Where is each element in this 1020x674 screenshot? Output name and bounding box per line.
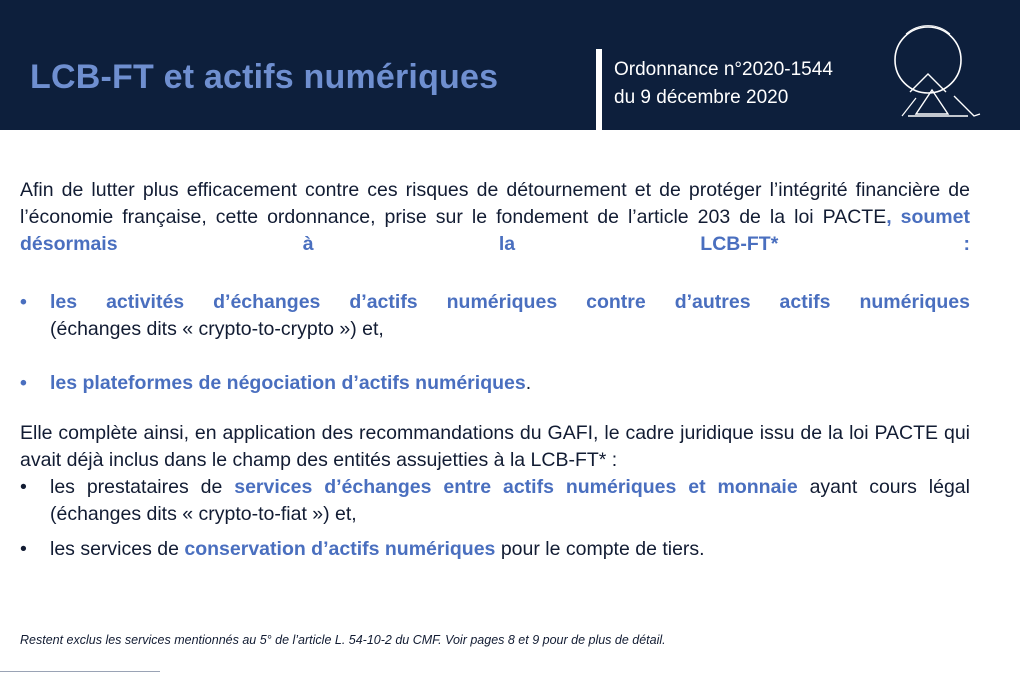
stylized-globe-logo-icon xyxy=(888,10,988,122)
scope-highlight: les activités d’échanges d’actifs numériques contre d’autres actifs numériques xyxy=(50,291,970,313)
scope-highlight: les plateformes de négociation d’actifs numériques xyxy=(50,372,526,394)
list-item xyxy=(20,289,970,343)
bullet: • xyxy=(20,476,27,498)
scope-detail: (échanges dits « crypto-to-crypto ») et, xyxy=(50,318,384,340)
scope-detail: . xyxy=(525,372,532,394)
bullet: • xyxy=(20,372,27,394)
ordinance-date: du 9 décembre 2020 xyxy=(614,87,789,108)
scope-highlight: conservation d’actifs numériques xyxy=(184,538,496,560)
intro-highlight: , soumet désormais à la LCB-FT* : xyxy=(20,206,970,255)
list-item: • les prestataires de services d’échanges entre actifs numériques et monnaie ayant cours légal (échanges dits « crypto-to-fiat ») et, xyxy=(20,476,970,525)
list-item xyxy=(20,370,970,397)
page-title: LCB-FT et actifs numériques xyxy=(30,58,499,96)
bullet: • xyxy=(20,291,27,313)
ordinance-number: Ordonnance n°2020-1544 xyxy=(614,59,833,80)
header-divider xyxy=(596,49,602,130)
list-item: • les services de conservation d’actifs numériques pour le compte de tiers. xyxy=(20,536,970,563)
context-paragraph: Elle complète ainsi, en application des recommandations du GAFI, le cadre juridique issu de la loi PACTE qui avait déjà inclus dans le champ des entités assujetties à la LCB-FT* : xyxy=(20,422,970,471)
footnote-rule xyxy=(0,671,160,672)
existing-scope-list xyxy=(20,474,970,563)
new-scope-list xyxy=(20,289,970,397)
intro-paragraph: Afin de lutter plus efficacement contre ces risques de détournement et de protéger l’intégrité financière de l’économie française, cette ordonnance, prise sur le fondement de l’article 203 de la loi PACTE, soumet désormais à la LCB-FT* : xyxy=(20,179,970,255)
ordinance-reference xyxy=(614,56,833,112)
bullet: • xyxy=(20,538,27,560)
header-banner xyxy=(0,0,1020,130)
footnote: Restent exclus les services mentionnés au 5° de l’article L. 54-10-2 du CMF. Voir pages 8 et 9 pour de plus de détail. xyxy=(20,633,666,647)
scope-highlight: services d’échanges entre actifs numériques et monnaie xyxy=(234,476,798,498)
ordinance-summary xyxy=(20,177,970,563)
